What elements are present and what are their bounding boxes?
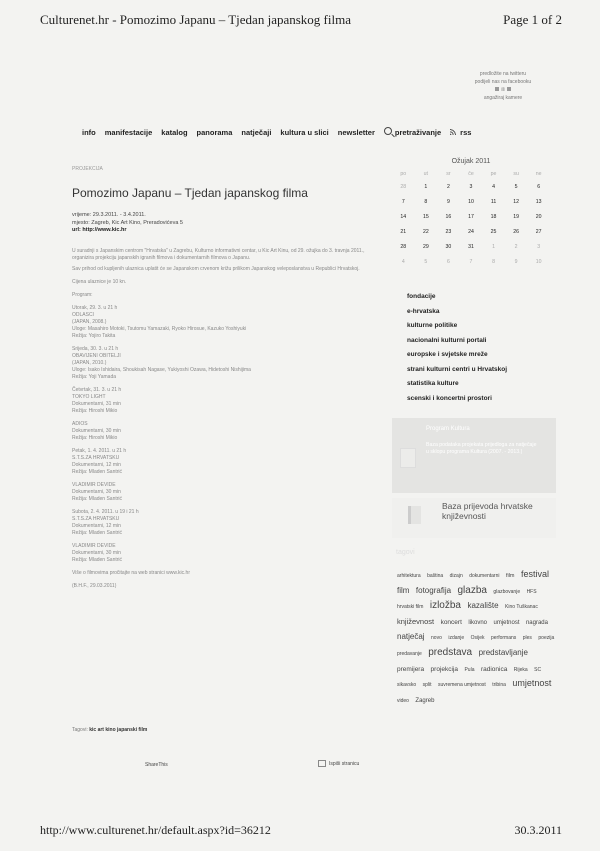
page-title: Pomozimo Japanu – Tjedan japanskog filma	[72, 186, 308, 200]
print-page-button[interactable]: Ispiši stranicu	[318, 760, 359, 767]
tag-cloud-item[interactable]: umjetnost	[493, 619, 520, 626]
meta-place: mjesto: Zagreb, Kic Art Kino, Preradovićeva 5	[72, 219, 183, 226]
tag-cloud-item[interactable]: film	[397, 585, 410, 595]
tag-cloud-item[interactable]: kazalište	[467, 601, 499, 611]
calendar-day[interactable]: 8	[492, 258, 495, 265]
event-meta	[72, 212, 183, 235]
share-panel	[463, 70, 543, 102]
printer-icon	[318, 760, 326, 767]
calendar-day[interactable]: 15	[422, 213, 429, 220]
tag-cloud-item[interactable]: književnost	[397, 616, 435, 626]
calendar-weekday: če	[468, 170, 474, 177]
tag-cloud-item[interactable]: dizajn	[449, 573, 463, 579]
tag-cloud-item[interactable]: ples	[522, 635, 532, 642]
calendar-day[interactable]: 3	[469, 183, 473, 190]
tag-cloud-item[interactable]: baština	[427, 573, 444, 579]
calendar-day[interactable]: 2	[446, 183, 450, 190]
calendar-day[interactable]: 23	[445, 228, 452, 235]
tag-cloud-item[interactable]: arhitektura	[397, 573, 421, 579]
nav-item-natjecaji[interactable]: natječaji	[241, 127, 272, 137]
sidebar-link[interactable]: kulturne politike	[407, 322, 458, 329]
calendar-weekday: su	[513, 170, 519, 177]
book-icon	[408, 506, 421, 524]
tag-cloud-item[interactable]: tribina	[492, 682, 506, 689]
article-body	[72, 248, 372, 590]
calendar-weekday: pe	[490, 170, 497, 177]
breadcrumb: PROJEKCIJA	[72, 166, 103, 172]
tag-cloud-item[interactable]: sikavsko	[397, 682, 417, 689]
main-nav	[82, 127, 471, 137]
article-paragraph: Utorak, 29. 3. u 21 h ODLASCI (JAPAN, 2008.) Uloge: Masahiro Motoki, Tsutomu Yamazaki, Ryoko Hirosue, Kazuko Yoshiyuki Režija: Yojiro Takita	[72, 305, 247, 339]
print-footer-date: 30.3.2011	[514, 823, 562, 837]
calendar-day[interactable]: 4	[401, 258, 405, 265]
tag-cloud-item[interactable]: HFS	[526, 588, 537, 595]
nav-item-rss[interactable]: rss	[450, 128, 471, 137]
event-url-link[interactable]: http://www.kic.hr	[82, 227, 127, 233]
calendar-day[interactable]: 19	[513, 213, 519, 220]
calendar-weekday: sr	[446, 170, 451, 177]
translation-database-title: Baza prijevoda hrvatske književnosti	[442, 501, 533, 521]
document-icon	[400, 448, 416, 468]
article-paragraph: Više o filmovima pročitajte na web stranici www.kic.hr	[72, 570, 191, 576]
calendar-day[interactable]: 11	[490, 198, 497, 205]
calendar-grid	[392, 168, 550, 269]
tag-cloud-item[interactable]: natječaj	[397, 632, 425, 642]
calendar-day[interactable]: 10	[535, 258, 542, 265]
calendar-day[interactable]: 18	[490, 213, 497, 220]
calendar-day[interactable]: 6	[446, 258, 450, 265]
article-tags-links[interactable]: kic art kino japanski film	[89, 727, 148, 733]
share-facebook-link[interactable]: podijeli nas na facebooku	[474, 79, 532, 85]
tag-cloud-item[interactable]: festival	[520, 569, 549, 579]
calendar-day[interactable]: 28	[400, 183, 407, 190]
tag-cloud-item[interactable]: Kino Tuškanac	[505, 604, 538, 611]
calendar-day[interactable]: 10	[468, 198, 474, 205]
article-paragraph: VLADIMIR DEVIDE Dokumentarni, 30 min Režija: Mladen Santrić	[72, 543, 123, 563]
nav-item-katalog[interactable]: katalog	[161, 127, 188, 137]
share-twitter-link[interactable]: predložite na twitteru	[479, 71, 527, 77]
nav-item-search[interactable]: pretraživanje	[384, 127, 441, 137]
nav-item-kultura-u-slici[interactable]: kultura u slici	[280, 127, 329, 137]
event-calendar	[392, 158, 550, 269]
calendar-day[interactable]: 9	[446, 198, 450, 205]
article-paragraph: Petak, 1. 4. 2011. u 21 h S.T.S.ZA HRVATSKU Dokumentarni, 12 min Režija: Mladen Santrić	[72, 448, 127, 475]
tag-cloud-item[interactable]: premijera	[397, 665, 425, 673]
tag-cloud-item[interactable]: suvremena umjetnost	[438, 682, 486, 689]
calendar-day[interactable]: 12	[513, 198, 519, 205]
tag-cloud-item[interactable]: Osijek	[470, 635, 485, 642]
program-kultura-box[interactable]	[392, 418, 556, 493]
tag-cloud-item[interactable]: Zagreb	[415, 697, 435, 704]
calendar-day[interactable]: 7	[401, 198, 405, 205]
print-footer-url: http://www.culturenet.hr/default.aspx?id=36212	[40, 823, 271, 837]
article-paragraph: (B.H.F., 29.03.2011)	[72, 583, 117, 589]
nav-item-info[interactable]: info	[82, 127, 96, 137]
tag-cloud-item[interactable]: Pula	[464, 666, 475, 673]
tag-cloud-item[interactable]: fotografija	[415, 585, 452, 595]
nav-item-panorama[interactable]: panorama	[196, 127, 233, 137]
tag-cloud-item[interactable]: predavanje	[397, 650, 422, 657]
tag-cloud-item[interactable]: radionica	[480, 665, 508, 673]
article-paragraph: VLADIMIR DEVIDE Dokumentarni, 30 min Režija: Mladen Santrić	[72, 482, 123, 502]
calendar-day[interactable]: 16	[445, 213, 452, 220]
sidebar-link[interactable]: nacionalni kulturni portali	[407, 336, 487, 344]
calendar-day[interactable]: 5	[424, 258, 428, 265]
article-paragraph: ADIOS Dokumentarni, 30 min Režija: Hiroshi Mikio	[72, 421, 121, 441]
sidebar-link[interactable]: e-hrvatska	[407, 307, 440, 315]
sidebar-links	[407, 293, 552, 409]
share-icons: ili	[463, 86, 543, 94]
tag-cloud-item[interactable]: SC	[534, 666, 542, 673]
print-header-page-number: Page 1 of 2	[503, 12, 562, 27]
calendar-day[interactable]: 20	[535, 213, 542, 220]
tag-cloud-item[interactable]: glazbovanje	[493, 588, 521, 595]
calendar-day[interactable]: 28	[400, 243, 407, 250]
article-paragraph: Cijena ulaznice je 10 kn.	[72, 279, 127, 285]
calendar-day[interactable]: 22	[422, 228, 429, 235]
tag-cloud-item[interactable]: predstavljanje	[478, 647, 528, 657]
article-paragraph: Subota, 2. 4. 2011. u 19 i 21 h S.T.S.ZA HRVATSKU Dokumentarni, 12 min Režija: Mladen Santrić	[72, 509, 139, 536]
calendar-weekday: po	[400, 170, 407, 177]
calendar-day[interactable]: 6	[537, 183, 541, 190]
tag-cloud-item[interactable]: novo	[431, 635, 442, 642]
tag-cloud-item[interactable]: umjetnost	[512, 678, 552, 689]
tag-cloud-item[interactable]: performans	[491, 635, 517, 642]
calendar-day[interactable]: 14	[400, 213, 407, 220]
calendar-day[interactable]: 17	[468, 213, 474, 220]
rss-icon	[450, 128, 457, 135]
translation-database-box[interactable]	[392, 498, 556, 538]
tag-cloud-heading: tagovi	[396, 549, 415, 556]
tag-cloud	[397, 567, 557, 707]
tag-cloud-item[interactable]: koncert	[440, 618, 462, 626]
calendar-day[interactable]: 1	[424, 183, 428, 190]
meta-url: url: http://www.kic.hr	[72, 227, 127, 233]
search-icon	[384, 127, 392, 135]
sidebar-link[interactable]: scenski i koncertni prostori	[407, 394, 492, 402]
nav-item-manifestacije[interactable]: manifestacije	[104, 127, 153, 137]
tag-cloud-item[interactable]: glazba	[457, 584, 487, 596]
calendar-day[interactable]: 24	[468, 228, 474, 235]
program-kultura-description: Baza podataka projekata prijedloga za natječaje u sklopu programa Kultura (2007. - 2013.)	[426, 442, 537, 455]
article-paragraph: Srijeda, 30. 3. u 21 h OBAVIJENI OBITELJI (JAPAN, 2010.) Uloge: Isako Ishidaira, Shoukisah Nagase, Yukiyoshi Ozawa, Hidetoshi Nishijima Režija: Yoji Yamada	[72, 346, 251, 380]
tag-cloud-item[interactable]: projekcija	[430, 665, 459, 673]
article-paragraph: Program:	[72, 292, 93, 298]
calendar-day[interactable]: 5	[514, 183, 518, 190]
calendar-day[interactable]: 25	[490, 228, 497, 235]
article-tags: Tagovi: kic art kino japanski film	[72, 727, 148, 733]
share-camera-link[interactable]: angažiraj kamere	[483, 95, 523, 101]
tag-cloud-item[interactable]: predstava	[428, 646, 473, 658]
tag-cloud-item[interactable]: poezija	[538, 635, 555, 642]
calendar-day[interactable]: 3	[537, 243, 541, 250]
calendar-day[interactable]: 8	[424, 198, 428, 205]
tag-cloud-item[interactable]: Rijeka	[513, 666, 528, 673]
tag-cloud-item[interactable]: nagrada	[525, 619, 548, 626]
sidebar-link[interactable]: statistika kulture	[407, 380, 459, 387]
calendar-month-title: Ožujak 2011	[451, 158, 491, 165]
calendar-day[interactable]: 9	[514, 258, 518, 265]
nav-item-newsletter[interactable]: newsletter	[337, 127, 375, 137]
tag-cloud-item[interactable]: film	[505, 573, 515, 579]
article-paragraph: Četvrtak, 31. 3. u 21 h TOKYO LIGHT Dokumentarni, 31 min Režija: Hiroshi Mikio	[72, 387, 122, 414]
calendar-day[interactable]: 21	[400, 228, 407, 235]
calendar-day[interactable]: 7	[469, 258, 473, 265]
calendar-day[interactable]: 30	[445, 243, 452, 250]
tag-cloud-item[interactable]: izdanje	[448, 635, 465, 642]
tag-cloud-item[interactable]: likovno	[468, 619, 488, 626]
calendar-day[interactable]: 26	[513, 228, 519, 235]
calendar-day[interactable]: 31	[468, 243, 474, 250]
social-icon[interactable]	[495, 87, 499, 91]
calendar-weekday: ut	[423, 170, 428, 177]
article-paragraph: Sav prihod od kupljenih ulaznica uplatit će se Japanskom crvenom križu prilikom Japanskog veleposlanstva u Republici Hrvatskoj.	[72, 266, 360, 272]
calendar-day[interactable]: 4	[492, 183, 495, 190]
calendar-day[interactable]: 27	[535, 228, 542, 235]
sidebar-link[interactable]: europske i svjetske mreže	[407, 351, 488, 358]
calendar-weekday: ne	[535, 170, 542, 177]
tag-cloud-item[interactable]: video	[397, 697, 409, 704]
calendar-day[interactable]: 29	[422, 243, 429, 250]
calendar-day[interactable]: 13	[535, 198, 542, 205]
tag-cloud-item[interactable]: izložba	[429, 600, 461, 612]
article-paragraph: U suradnji s Japanskim centrom "Hrvatska" u Zagrebu, Kulturno informativni centar, u Kic Art Kinu, od 29. ožujka do 3. travnja 2011., organizira projekciju japanskih igranih filmova i dokumentarnih filmova o Japanu.	[72, 248, 365, 261]
sharethis-button[interactable]: ShareThis	[145, 762, 168, 768]
calendar-day[interactable]: 2	[514, 243, 518, 250]
tag-cloud-item[interactable]: split	[422, 682, 432, 689]
program-kultura-title: Program Kultura	[426, 426, 470, 432]
calendar-day[interactable]: 1	[492, 243, 495, 250]
sidebar-link[interactable]: fondacije	[407, 293, 436, 300]
tag-cloud-item[interactable]: dokumentarni	[469, 573, 500, 579]
meta-time: vrijeme: 29.3.2011. - 3.4.2011.	[72, 212, 146, 218]
tag-cloud-item[interactable]: hrvatski film	[397, 604, 424, 611]
sidebar-link[interactable]: strani kulturni centri u Hrvatskoj	[407, 365, 508, 373]
print-header-title: Culturenet.hr - Pomozimo Japanu – Tjedan japanskog filma	[40, 12, 351, 27]
social-icon[interactable]	[507, 87, 511, 91]
